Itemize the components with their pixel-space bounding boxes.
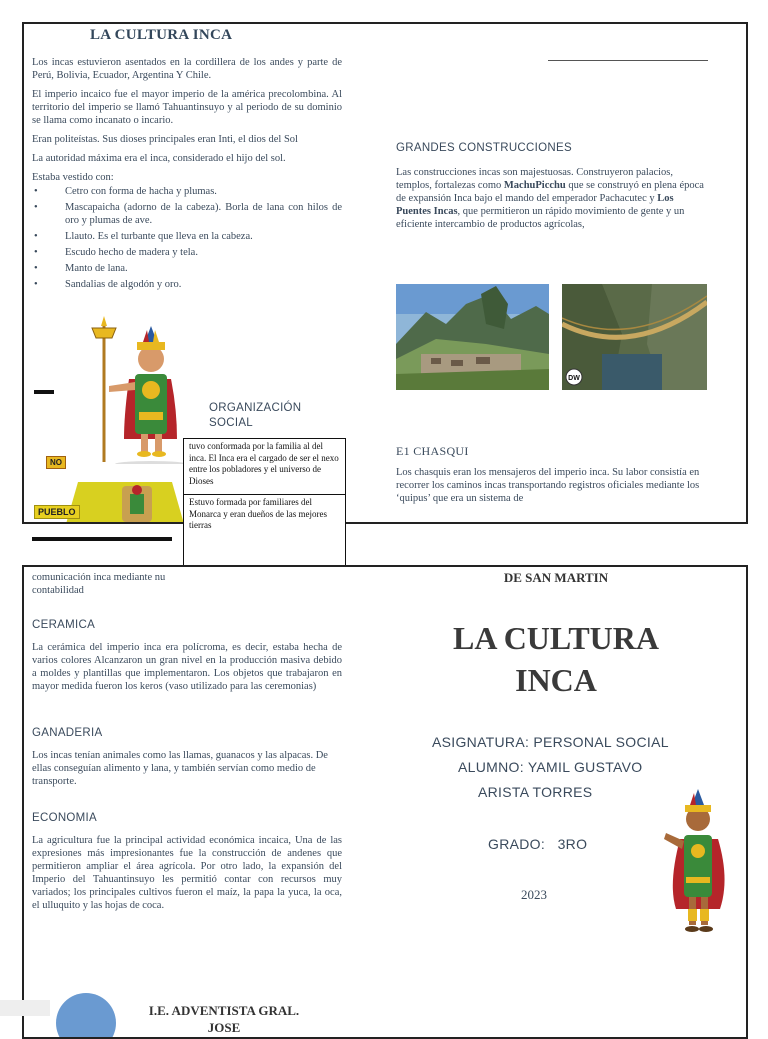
school-name-line-1: I.E. ADVENTISTA GRAL. xyxy=(148,1003,300,1018)
intro-column xyxy=(32,56,342,294)
school-name-line-2: JOSE xyxy=(207,1020,241,1035)
chasqui-continued-text: comunicación inca mediante nu contabilidad xyxy=(32,572,166,596)
pyramid-label-no: NO xyxy=(46,456,66,469)
puentes-incas-highlight: Los Puentes Incas xyxy=(396,193,674,217)
school-logo-circle xyxy=(56,993,116,1039)
brochure-page-1 xyxy=(22,22,748,524)
intro-paragraph-2: El imperio incaico fue el mayor imperio de la américa precolombina. Al territorio del imperio se llamó Tahuantinsuyo y al periodo de su dominio se llama como incanato o incario. xyxy=(32,89,342,126)
dress-item: • Escudo hecho de madera y tela. xyxy=(32,246,342,259)
student-name-line-2: ARISTA TORRES xyxy=(478,784,593,800)
ceramica-heading: CERAMICA xyxy=(32,619,96,631)
school-name xyxy=(124,1002,324,1036)
dress-item: • Sandalias de algodón y oro. xyxy=(32,278,342,291)
pyramid-label-pueblo: PUEBLO xyxy=(34,505,80,519)
dress-item: • Cetro con forma de hacha y plumas. xyxy=(32,185,342,198)
cover-title-line-2: INCA xyxy=(515,662,597,698)
ceramica-text: La cerámica del imperio inca era polícroma, es decir, estaba hecha de varios colores Alcanzaron un gran nivel en la producción masiva debido a moldes y plantillas que implementaron. Los objetos que trabajaron en mayor medida fueron los keros (vaso utilizado para las ceremonias) xyxy=(32,642,342,692)
inca-king-illustration xyxy=(79,314,199,464)
machu-picchu-photo xyxy=(396,284,549,390)
chasqui-text: Los chasquis eran los mensajeros del imperio inca. Su labor consistía en recorrer los caminos incas transportando registros oficiales mediante los ‘quipus’ que era un sistema de xyxy=(396,467,700,504)
student-name-line-1: ALUMNO: YAMIL GUSTAVO xyxy=(458,759,643,775)
machupicchu-highlight: MachuPicchu xyxy=(503,180,566,191)
intro-paragraph-3: Eran politeístas. Sus dioses principales eran Inti, el dios del Sol xyxy=(32,134,298,145)
grade-label: GRADO: 3RO xyxy=(488,836,588,852)
dress-item: • Mascapaicha (adorno de la cabeza). Borla de lana con hilos de oro y plumas de ave. xyxy=(32,201,342,227)
brochure-page-2 xyxy=(22,565,748,1039)
social-organization-heading: ORGANIZACIÓN SOCIAL xyxy=(209,402,302,429)
subject-label: ASIGNATURA: PERSONAL SOCIAL xyxy=(432,734,669,750)
pyramid-bottom-bar xyxy=(32,537,172,541)
constructions-text xyxy=(396,166,706,231)
dress-item: • Llauto. Es el turbante que lleva en la cabeza. xyxy=(32,230,342,243)
inca-character-illustration xyxy=(658,789,736,939)
economia-text: La agricultura fue la principal actividad económica incaica, Una de las expresiones más impresionantes fue la construcción de andenes que permitieron ampliar el área agrícola. Por otro lado, la expansión del Imperio del Tahuantinsuyo les permitió contar con recursos muy variados; los principales cultivos fueron el maíz, la papa la yuca, la oca, el ulluquito y las hojas de coca. xyxy=(32,835,342,911)
inca-bridge-photo xyxy=(562,284,707,390)
dress-intro: Estaba vestido con: xyxy=(32,172,114,183)
dress-item: • Manto de lana. xyxy=(32,262,342,275)
photo-badge: DW xyxy=(568,375,580,382)
constructions-text-part: , que permitieron un rápido movimiento de gente y un eficiente intercambio de productos agrícolas, xyxy=(396,206,685,230)
dress-list xyxy=(32,185,342,291)
decorative-line xyxy=(548,60,708,61)
school-name-continued: DE SAN MARTIN xyxy=(503,570,609,585)
pyramid-top-bar xyxy=(34,390,54,394)
intro-paragraph-4: La autoridad máxima era el inca, considerado el hijo del sol. xyxy=(32,153,286,164)
constructions-text-part: que se construyó en plena época de expansión Inca bajo el mando del emperador Pachacutec y xyxy=(396,180,704,204)
constructions-text-part: Las construcciones incas son majestuosas. Construyeron palacios, templos, fortalezas como xyxy=(396,167,674,191)
nobility-description-box: tuvo conformada por la familia al del inca. El Inca era el cargado de ser el nexo entre los pobladores y el universo de Dioses xyxy=(183,438,346,497)
ganaderia-heading: GANADERIA xyxy=(32,727,103,739)
ganaderia-text: Los incas tenían animales como las llamas, guanacos y las alpacas. De ellas conseguían alimento y lana, y también servían como medio de transporte. xyxy=(32,750,328,787)
edge-shadow xyxy=(0,1000,50,1016)
page1-title: LA CULTURA INCA xyxy=(90,27,233,43)
nobility-family-box: Estuvo formada por familiares del Monarca y eran dueños de las mejores tierras xyxy=(183,494,346,579)
economia-heading: ECONOMIA xyxy=(32,812,98,824)
cover-title-line-1: LA CULTURA xyxy=(453,620,659,656)
intro-paragraph-1: Los incas estuvieron asentados en la cordillera de los andes y parte de Perú, Bolivia, Ecuador, Argentina Y Chile. xyxy=(32,57,342,81)
chasqui-heading: E1 CHASQUI xyxy=(396,444,469,458)
constructions-heading: GRANDES CONSTRUCCIONES xyxy=(396,142,572,154)
year-label: 2023 xyxy=(521,887,547,902)
cover-title xyxy=(396,617,716,701)
